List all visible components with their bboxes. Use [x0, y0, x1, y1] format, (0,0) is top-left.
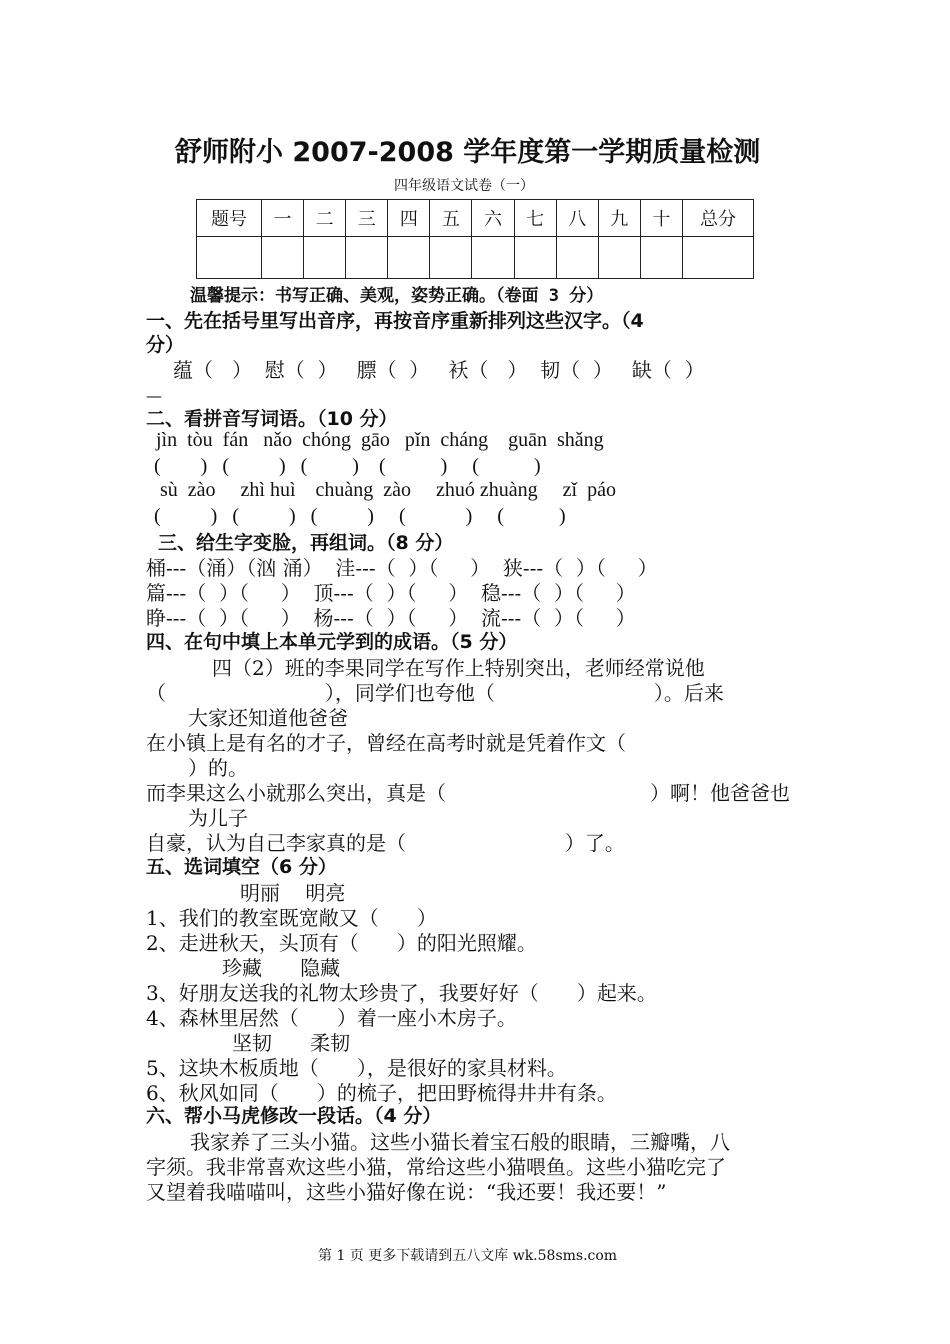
section-3-line-2: 篇---（ ）（ ） 顶---（ ）（ ） 稳---（ ）（ ）: [146, 581, 636, 605]
score-header-cell: 七: [514, 200, 556, 237]
score-header-cell: 总分: [683, 200, 754, 237]
score-header-cell: 二: [304, 200, 346, 237]
section-1-dash: —: [146, 386, 162, 405]
score-blank-row: [197, 237, 754, 279]
question-6: 6、秋风如同（ ）的梳子，把田野梳得井井有条。: [146, 1081, 617, 1105]
question-1: 1、我们的教室既宽敞又（ ）: [146, 906, 437, 930]
score-header-cell: 三: [346, 200, 388, 237]
score-input-cell[interactable]: [262, 237, 304, 279]
section-1-title-cont: 分）: [146, 334, 185, 356]
score-input-cell[interactable]: [472, 237, 514, 279]
score-input-cell[interactable]: [430, 237, 472, 279]
page-footer: 第 1 页 更多下载请到五八文库 wk.58sms.com: [318, 1248, 618, 1264]
score-header-cell: 四: [388, 200, 430, 237]
question-5: 5、这块木板质地（ ），是很好的家具材料。: [146, 1056, 567, 1080]
score-input-cell[interactable]: [304, 237, 346, 279]
score-header-row: [197, 200, 754, 237]
score-header-cell: 十: [640, 200, 682, 237]
question-3: 3、好朋友送我的礼物太珍贵了，我要好好（ ）起来。: [146, 981, 657, 1005]
section-4-line-6b: ）啊！他爸爸也: [650, 781, 790, 805]
score-input-cell[interactable]: [197, 237, 262, 279]
section-2-title: 二、看拼音写词语。（10 分）: [146, 408, 398, 430]
score-header-cell: 题号: [197, 200, 262, 237]
score-header-cell: 六: [472, 200, 514, 237]
section-4-line-1: 四（2）班的李果同学在写作上特别突出，老师经常说他: [212, 656, 705, 680]
paragraph-line-3: 又望着我喵喵叫，这些小猫好像在说：“我还要！我还要！”: [146, 1180, 667, 1204]
exam-title: 舒师附小 2007-2008 学年度第一学期质量检测: [175, 137, 761, 168]
blank-line-2: ( ) ( ) ( ) ( ) ( ): [154, 505, 566, 527]
score-header-cell: 一: [262, 200, 304, 237]
score-table: [196, 199, 754, 279]
section-4-line-8: 自豪，认为自己李家真的是（ ）了。: [146, 831, 625, 855]
section-3-title: 三、给生字变脸，再组词。（8 分）: [158, 532, 454, 554]
section-4-line-4: 在小镇上是有名的才子，曾经在高考时就是凭着作文（: [146, 731, 626, 755]
score-input-cell[interactable]: [514, 237, 556, 279]
section-5-title: 五、选词填空（6 分）: [146, 856, 337, 878]
paragraph-line-2: 字须。我非常喜欢这些小猫，常给这些小猫喂鱼。这些小猫吃完了: [146, 1155, 726, 1179]
pinyin-line-1: jìn tòu fán nǎo chóng gāo pǐn cháng guān shǎng: [156, 429, 604, 451]
section-4-line-2: （ ），同学们也夸他（ ）。后来: [146, 681, 724, 705]
score-input-cell[interactable]: [346, 237, 388, 279]
score-input-cell[interactable]: [683, 237, 754, 279]
exam-subtitle: 四年级语文试卷（一）: [394, 178, 534, 194]
hint-text: 温馨提示：书写正确、美观，姿势正确。（卷面 3 分）: [190, 286, 604, 306]
word-choice-3: 坚韧 柔韧: [232, 1031, 351, 1055]
score-header-cell: 五: [430, 200, 472, 237]
score-header-cell: 八: [556, 200, 598, 237]
word-choice-1: 明丽 明亮: [240, 881, 346, 905]
section-4-line-6a: 而李果这么小就那么突出，真是（: [146, 781, 446, 805]
blank-line-1: ( ) ( ) ( ) ( ) ( ): [154, 455, 541, 477]
section-3-line-3: 睁---（ ）（ ） 杨---（ ）（ ） 流---（ ）（ ）: [146, 606, 636, 630]
score-input-cell[interactable]: [388, 237, 430, 279]
word-choice-2: 珍藏 隐藏: [222, 956, 341, 980]
section-6-title: 六、帮小马虎修改一段话。（4 分）: [146, 1105, 442, 1127]
section-4-line-3: 大家还知道他爸爸: [188, 706, 348, 730]
score-input-cell[interactable]: [640, 237, 682, 279]
section-3-line-1: 桶---（涌）（汹 涌） 洼---（ ）（ ） 狭---（ ）（ ）: [146, 556, 658, 580]
section-4-title: 四、在句中填上本单元学到的成语。（5 分）: [146, 631, 518, 653]
pinyin-line-2: sù zào zhì huì chuàng zào zhuó zhuàng zǐ páo: [160, 479, 616, 501]
question-4: 4、森林里居然（ ）着一座小木房子。: [146, 1006, 517, 1030]
section-4-line-5: ）的。: [188, 756, 248, 780]
paragraph-line-1: 我家养了三头小猫。这些小猫长着宝石般的眼睛，三瓣嘴，八: [190, 1130, 730, 1154]
score-header-cell: 九: [598, 200, 640, 237]
section-4-line-7: 为儿子: [188, 806, 248, 830]
question-2: 2、走进秋天，头顶有（ ）的阳光照耀。: [146, 931, 537, 955]
score-input-cell[interactable]: [556, 237, 598, 279]
score-input-cell[interactable]: [598, 237, 640, 279]
section-1-chars: 蕴（ ） 慰（ ） 膘（ ） 袄（ ） 韧（ ） 缺（ ）: [173, 358, 705, 382]
section-1-title: 一、先在括号里写出音序，再按音序重新排列这些汉字。（4: [146, 310, 644, 332]
